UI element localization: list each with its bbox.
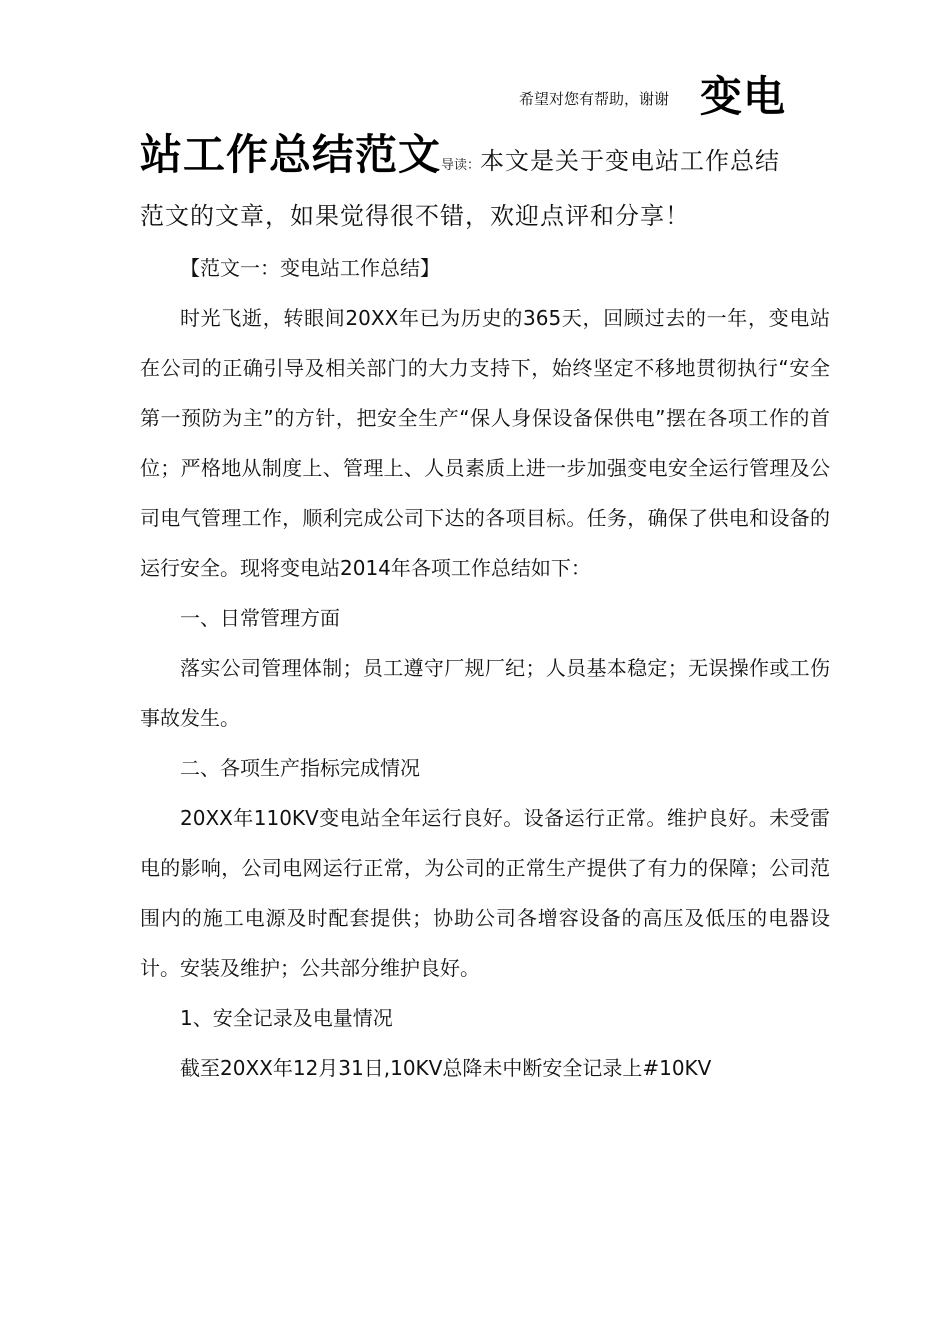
section-title: 【范文一：变电站工作总结】 bbox=[180, 256, 440, 280]
document-body bbox=[140, 243, 830, 1093]
header-note: 希望对您有帮助，谢谢 bbox=[519, 90, 670, 108]
title-part1: 变电 bbox=[700, 72, 787, 121]
title-part2: 站工作总结范文 bbox=[140, 130, 442, 179]
paragraph-2: 落实公司管理体制；员工遵守厂规厂纪；人员基本稳定；无误操作或工伤事故发生。 bbox=[140, 656, 830, 730]
header-line bbox=[0, 62, 950, 121]
guide-continuation: 范文的文章，如果觉得很不错，欢迎点评和分享！ bbox=[140, 202, 690, 230]
heading-daily-management: 一、日常管理方面 bbox=[180, 606, 340, 630]
heading-production-indicators: 二、各项生产指标完成情况 bbox=[180, 756, 420, 780]
title-line bbox=[140, 122, 840, 182]
heading-safety-record: 1、安全记录及电量情况 bbox=[180, 1006, 393, 1030]
guide-text: 本文是关于变电站工作总结 bbox=[480, 147, 781, 175]
guide-label: 导读： bbox=[441, 158, 481, 173]
paragraph-4: 截至20XX年12月31日,10KV总降未中断安全记录上#10KV bbox=[180, 1056, 712, 1080]
paragraph-1: 时光飞逝，转眼间20XX年已为历史的365天，回顾过去的一年，变电站在公司的正确引导及相关部门的大力支持下，始终坚定不移地贯彻执行“安全第一预防为主”的方针，把安全生产“保人身保设备保供电”摆在各项工作的首位；严格地从制度上、管理上、人员素质上进一步加强变电安全运行管理及公司电气管理工作，顺利完成公司下达的各项目标。任务，确保了供电和设备的运行安全。现将变电站2014年各项工作总结如下： bbox=[140, 306, 830, 580]
paragraph-3: 20XX年110KV变电站全年运行良好。设备运行正常。维护良好。未受雷电的影响，公司电网运行正常，为公司的正常生产提供了有力的保障；公司范围内的施工电源及时配套提供；协助公司各增容设备的高压及低压的电器设计。安装及维护；公共部分维护良好。 bbox=[140, 806, 830, 980]
